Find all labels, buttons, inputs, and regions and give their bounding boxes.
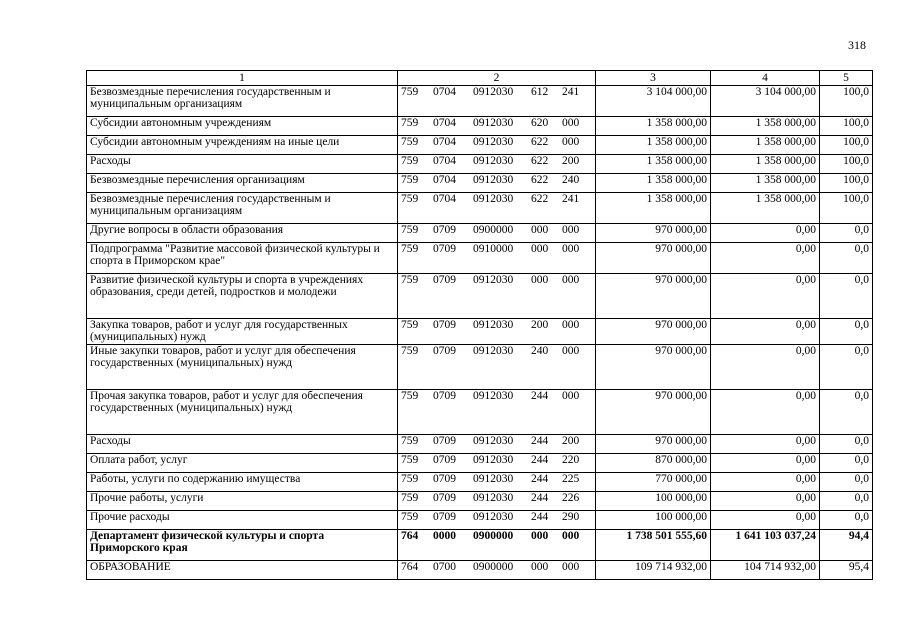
row-name: ОБРАЗОВАНИЕ <box>87 560 398 579</box>
row-code-csr: 0912030 <box>473 389 514 402</box>
row-value-percent: 0,0 <box>820 434 873 453</box>
row-name: Прочая закупка товаров, работ и услуг для обеспечения государственных (муниципальных) нужд <box>87 389 398 434</box>
row-code-vr: 000 <box>531 560 549 573</box>
row-code-adm: 759 <box>401 85 419 98</box>
row-value-plan: 1 358 000,00 <box>596 135 711 154</box>
row-code-kosgu: 290 <box>562 510 580 523</box>
row-value-plan: 970 000,00 <box>596 223 711 242</box>
row-code-vr: 622 <box>531 154 549 167</box>
row-value-plan: 970 000,00 <box>596 389 711 434</box>
table-row <box>87 116 873 135</box>
table-row <box>87 344 873 389</box>
table-row <box>87 453 873 472</box>
row-code-sec: 0709 <box>433 242 456 255</box>
row-code-csr: 0912030 <box>473 491 514 504</box>
row-code-sec: 0704 <box>433 135 456 148</box>
row-value-percent: 0,0 <box>820 453 873 472</box>
row-code-csr: 0900000 <box>473 529 514 542</box>
row-code-kosgu: 000 <box>562 135 580 148</box>
row-code-adm: 759 <box>401 453 419 466</box>
row-code-kosgu: 000 <box>562 560 580 573</box>
row-code-kosgu: 220 <box>562 453 580 466</box>
row-value-actual: 0,00 <box>711 453 820 472</box>
table-row <box>87 389 873 434</box>
row-code-vr: 244 <box>531 491 549 504</box>
row-code-adm: 759 <box>401 273 419 286</box>
row-name: Расходы <box>87 154 398 173</box>
row-code-sec: 0704 <box>433 173 456 186</box>
row-value-percent: 95,4 <box>820 560 873 579</box>
row-codes <box>398 491 596 510</box>
row-value-actual: 1 358 000,00 <box>711 135 820 154</box>
row-code-kosgu: 000 <box>562 389 580 402</box>
row-value-actual: 0,00 <box>711 472 820 491</box>
table-row <box>87 192 873 223</box>
row-code-kosgu: 200 <box>562 154 580 167</box>
row-code-kosgu: 000 <box>562 223 580 236</box>
row-value-actual: 0,00 <box>711 344 820 389</box>
table-row <box>87 510 873 529</box>
row-value-percent: 0,0 <box>820 273 873 318</box>
row-codes <box>398 135 596 154</box>
row-codes <box>398 510 596 529</box>
table-row <box>87 529 873 560</box>
row-code-vr: 000 <box>531 223 549 236</box>
row-code-sec: 0704 <box>433 192 456 205</box>
row-value-plan: 970 000,00 <box>596 273 711 318</box>
row-codes <box>398 529 596 560</box>
row-value-percent: 100,0 <box>820 85 873 116</box>
row-value-percent: 100,0 <box>820 173 873 192</box>
row-code-csr: 0912030 <box>473 135 514 148</box>
row-value-percent: 0,0 <box>820 344 873 389</box>
row-codes <box>398 223 596 242</box>
row-code-vr: 620 <box>531 116 549 129</box>
row-code-adm: 759 <box>401 173 419 186</box>
row-code-sec: 0700 <box>433 560 456 573</box>
row-code-sec: 0709 <box>433 491 456 504</box>
row-value-percent: 100,0 <box>820 116 873 135</box>
row-codes <box>398 116 596 135</box>
table-row <box>87 85 873 116</box>
row-value-actual: 1 358 000,00 <box>711 154 820 173</box>
row-code-sec: 0709 <box>433 472 456 485</box>
row-value-percent: 0,0 <box>820 223 873 242</box>
header-col-2: 2 <box>398 71 596 86</box>
row-code-adm: 759 <box>401 318 419 331</box>
row-code-kosgu: 000 <box>562 116 580 129</box>
row-code-vr: 244 <box>531 510 549 523</box>
row-value-actual: 0,00 <box>711 389 820 434</box>
row-code-csr: 0912030 <box>473 154 514 167</box>
row-code-adm: 759 <box>401 434 419 447</box>
row-value-plan: 970 000,00 <box>596 434 711 453</box>
row-value-plan: 109 714 932,00 <box>596 560 711 579</box>
row-code-adm: 759 <box>401 510 419 523</box>
row-code-vr: 244 <box>531 434 549 447</box>
row-value-actual: 0,00 <box>711 510 820 529</box>
row-codes <box>398 154 596 173</box>
row-codes <box>398 389 596 434</box>
row-code-vr: 622 <box>531 192 549 205</box>
row-code-kosgu: 241 <box>562 85 580 98</box>
budget-table <box>86 70 873 580</box>
row-value-percent: 100,0 <box>820 192 873 223</box>
header-col-5: 5 <box>820 71 873 86</box>
row-name: Работы, услуги по содержанию имущества <box>87 472 398 491</box>
row-code-kosgu: 200 <box>562 434 580 447</box>
table-row <box>87 560 873 579</box>
row-code-csr: 0910000 <box>473 242 514 255</box>
row-name: Закупка товаров, работ и услуг для государственных (муниципальных) нужд <box>87 318 398 344</box>
row-name: Безвозмездные перечисления государственным и муниципальным организациям <box>87 85 398 116</box>
table-row <box>87 223 873 242</box>
row-code-sec: 0704 <box>433 154 456 167</box>
row-code-csr: 0912030 <box>473 85 514 98</box>
row-name: Безвозмездные перечисления организациям <box>87 173 398 192</box>
row-codes <box>398 472 596 491</box>
row-value-percent: 100,0 <box>820 135 873 154</box>
table-row <box>87 154 873 173</box>
table-row <box>87 491 873 510</box>
row-code-sec: 0709 <box>433 318 456 331</box>
row-code-adm: 759 <box>401 154 419 167</box>
page-number: 318 <box>848 38 866 52</box>
row-value-plan: 970 000,00 <box>596 242 711 273</box>
row-code-kosgu: 000 <box>562 273 580 286</box>
row-code-csr: 0912030 <box>473 344 514 357</box>
row-value-actual: 1 358 000,00 <box>711 192 820 223</box>
table-row <box>87 318 873 344</box>
row-code-adm: 759 <box>401 192 419 205</box>
row-code-csr: 0912030 <box>473 510 514 523</box>
table-row <box>87 434 873 453</box>
row-codes <box>398 273 596 318</box>
row-codes <box>398 85 596 116</box>
row-value-actual: 0,00 <box>711 318 820 344</box>
row-value-actual: 0,00 <box>711 434 820 453</box>
row-name: Оплата работ, услуг <box>87 453 398 472</box>
row-value-actual: 0,00 <box>711 491 820 510</box>
row-code-csr: 0912030 <box>473 192 514 205</box>
row-value-actual: 104 714 932,00 <box>711 560 820 579</box>
table-row <box>87 242 873 273</box>
table-row <box>87 273 873 318</box>
row-value-percent: 0,0 <box>820 472 873 491</box>
row-codes <box>398 192 596 223</box>
row-code-kosgu: 241 <box>562 192 580 205</box>
row-code-vr: 200 <box>531 318 549 331</box>
row-code-sec: 0709 <box>433 434 456 447</box>
row-value-actual: 1 641 103 037,24 <box>711 529 820 560</box>
row-code-csr: 0912030 <box>473 273 514 286</box>
row-value-plan: 870 000,00 <box>596 453 711 472</box>
row-code-vr: 240 <box>531 344 549 357</box>
row-value-percent: 0,0 <box>820 389 873 434</box>
row-value-percent: 94,4 <box>820 529 873 560</box>
row-value-plan: 970 000,00 <box>596 318 711 344</box>
row-value-plan: 1 358 000,00 <box>596 116 711 135</box>
row-name: Департамент физической культуры и спорта Приморского края <box>87 529 398 560</box>
row-codes <box>398 242 596 273</box>
row-code-adm: 759 <box>401 389 419 402</box>
row-value-plan: 100 000,00 <box>596 491 711 510</box>
row-name: Развитие физической культуры и спорта в учреждениях образования, среди детей, подростков и молодежи <box>87 273 398 318</box>
row-name: Подпрограмма "Развитие массовой физической культуры и спорта в Приморском крае" <box>87 242 398 273</box>
row-code-sec: 0709 <box>433 223 456 236</box>
row-name: Субсидии автономным учреждениям <box>87 116 398 135</box>
row-value-percent: 0,0 <box>820 242 873 273</box>
header-col-3: 3 <box>596 71 711 86</box>
row-value-plan: 970 000,00 <box>596 344 711 389</box>
row-code-adm: 764 <box>401 529 419 542</box>
row-name: Иные закупки товаров, работ и услуг для обеспечения государственных (муниципальных) нужд <box>87 344 398 389</box>
row-code-vr: 622 <box>531 173 549 186</box>
row-code-vr: 000 <box>531 242 549 255</box>
row-code-adm: 759 <box>401 223 419 236</box>
row-code-csr: 0900000 <box>473 560 514 573</box>
row-code-sec: 0000 <box>433 529 456 542</box>
row-value-plan: 1 358 000,00 <box>596 192 711 223</box>
row-value-percent: 100,0 <box>820 154 873 173</box>
row-code-adm: 759 <box>401 116 419 129</box>
row-code-vr: 000 <box>531 529 549 542</box>
row-codes <box>398 453 596 472</box>
row-code-csr: 0912030 <box>473 472 514 485</box>
row-value-actual: 0,00 <box>711 273 820 318</box>
row-value-plan: 1 738 501 555,60 <box>596 529 711 560</box>
row-code-adm: 759 <box>401 344 419 357</box>
row-value-actual: 0,00 <box>711 242 820 273</box>
row-code-sec: 0709 <box>433 344 456 357</box>
header-col-4: 4 <box>711 71 820 86</box>
row-name: Прочие работы, услуги <box>87 491 398 510</box>
row-code-sec: 0709 <box>433 273 456 286</box>
row-value-actual: 1 358 000,00 <box>711 173 820 192</box>
row-code-sec: 0709 <box>433 510 456 523</box>
row-code-csr: 0912030 <box>473 173 514 186</box>
row-code-adm: 759 <box>401 242 419 255</box>
row-code-sec: 0704 <box>433 85 456 98</box>
row-code-kosgu: 000 <box>562 529 580 542</box>
row-code-kosgu: 225 <box>562 472 580 485</box>
row-value-actual: 3 104 000,00 <box>711 85 820 116</box>
row-code-adm: 759 <box>401 472 419 485</box>
row-value-plan: 3 104 000,00 <box>596 85 711 116</box>
row-name: Другие вопросы в области образования <box>87 223 398 242</box>
row-value-plan: 1 358 000,00 <box>596 154 711 173</box>
table-header-row <box>87 71 873 86</box>
row-code-kosgu: 240 <box>562 173 580 186</box>
row-code-adm: 759 <box>401 491 419 504</box>
row-code-kosgu: 000 <box>562 242 580 255</box>
row-value-actual: 0,00 <box>711 223 820 242</box>
row-codes <box>398 344 596 389</box>
row-name: Прочие расходы <box>87 510 398 529</box>
row-code-adm: 764 <box>401 560 419 573</box>
table-row <box>87 135 873 154</box>
row-codes <box>398 318 596 344</box>
row-value-percent: 0,0 <box>820 510 873 529</box>
row-value-actual: 1 358 000,00 <box>711 116 820 135</box>
row-code-kosgu: 000 <box>562 318 580 331</box>
row-code-vr: 000 <box>531 273 549 286</box>
table-row <box>87 472 873 491</box>
row-value-plan: 770 000,00 <box>596 472 711 491</box>
row-code-vr: 622 <box>531 135 549 148</box>
row-code-csr: 0912030 <box>473 453 514 466</box>
row-name: Расходы <box>87 434 398 453</box>
row-value-plan: 1 358 000,00 <box>596 173 711 192</box>
row-code-vr: 244 <box>531 472 549 485</box>
row-code-sec: 0709 <box>433 453 456 466</box>
row-code-csr: 0900000 <box>473 223 514 236</box>
table-row <box>87 173 873 192</box>
row-value-plan: 100 000,00 <box>596 510 711 529</box>
row-code-csr: 0912030 <box>473 116 514 129</box>
row-codes <box>398 560 596 579</box>
row-code-csr: 0912030 <box>473 318 514 331</box>
row-code-sec: 0704 <box>433 116 456 129</box>
row-value-percent: 0,0 <box>820 491 873 510</box>
row-code-vr: 612 <box>531 85 549 98</box>
row-codes <box>398 173 596 192</box>
row-name: Субсидии автономным учреждениям на иные цели <box>87 135 398 154</box>
row-name: Безвозмездные перечисления государственным и муниципальным организациям <box>87 192 398 223</box>
row-code-vr: 244 <box>531 389 549 402</box>
row-code-adm: 759 <box>401 135 419 148</box>
row-code-csr: 0912030 <box>473 434 514 447</box>
row-value-percent: 0,0 <box>820 318 873 344</box>
row-code-sec: 0709 <box>433 389 456 402</box>
row-codes <box>398 434 596 453</box>
row-code-vr: 244 <box>531 453 549 466</box>
header-col-1: 1 <box>87 71 398 86</box>
row-code-kosgu: 226 <box>562 491 580 504</box>
row-code-kosgu: 000 <box>562 344 580 357</box>
